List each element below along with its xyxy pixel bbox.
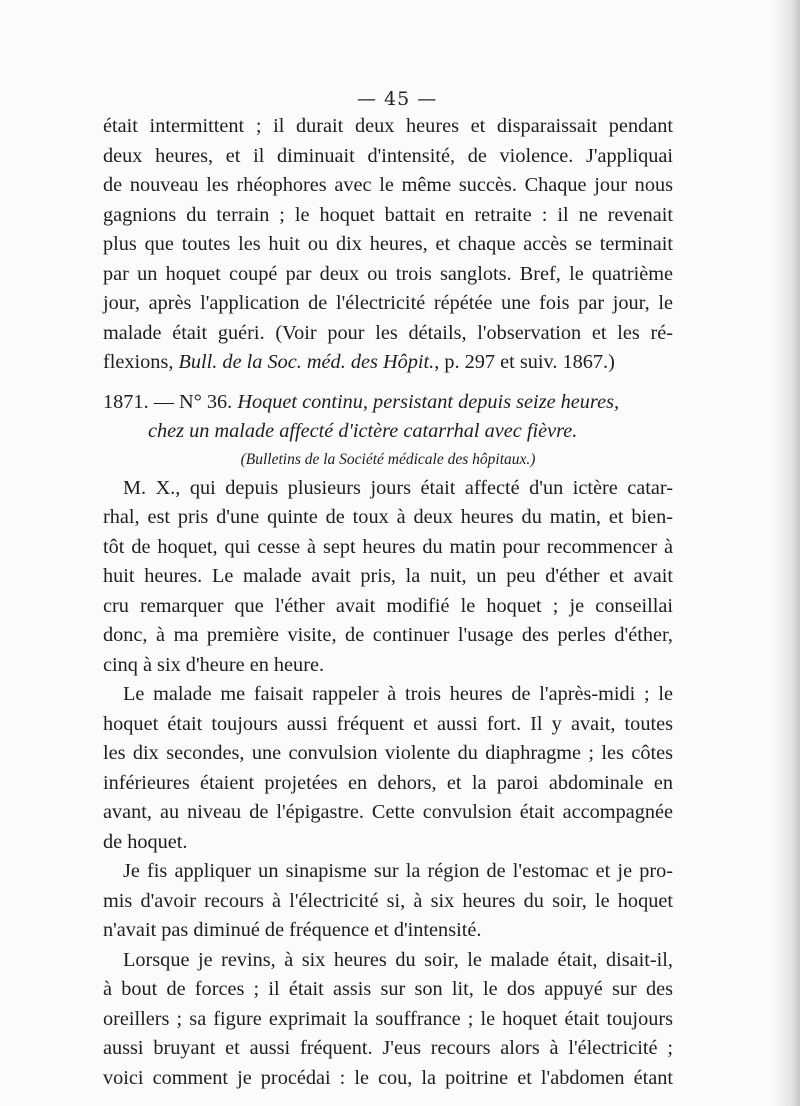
case-title: Hoquet continu, persistant depuis seize heures, [237,390,620,413]
text-line: aussi bruyant et aussi fréquent. J'eus recours alors à l'électricité ; [103,1037,673,1059]
journal-citation: Bull. de la Soc. méd. des Hôpit. [178,351,435,373]
text-line-with-citation [103,348,673,378]
text-line: M. X., qui depuis plusieurs jours était affecté d'un ictère catar- [123,476,673,499]
text-line: gagnions du terrain ; le hoquet battait en retraite : il ne revenait [103,203,673,226]
citation-prefix: flexions, [103,351,179,373]
text-line: donc, à ma première visite, de continuer l'usage des perles d'éther, [103,624,673,646]
case-heading-line [103,388,673,418]
case-heading-line [103,417,673,447]
text-line: inférieures étaient projetées en dehors, et la paroi abdominale en [103,771,673,794]
citation-suffix: , p. 297 et suiv. 1867.) [434,351,615,373]
paragraph [103,474,673,681]
paragraph [103,680,673,857]
case-heading [103,388,673,472]
page-number: — 45 — [357,88,438,110]
text-line: était intermittent ; il durait deux heures et disparaissait pendant [103,115,673,137]
text-line: hoquet était toujours aussi fréquent et aussi fort. Il y avait, toutes [103,712,673,735]
text-line: de nouveau les rhéophores avec le même succès. Chaque jour nous [103,174,673,196]
text-line: voici comment je procédai : le cou, la poitrine et l'abdomen étant [103,1066,673,1089]
text-line: Je fis appliquer un sinapisme sur la région de l'estomac et je pro- [123,860,673,882]
text-line: deux heures, et il diminuait d'intensité, de violence. J'appliquai [103,144,673,167]
text-line: huit heures. Le malade avait pris, la nuit, un peu d'éther et avait [103,565,673,587]
text-line: avant, au niveau de l'épigastre. Cette convulsion était accompagnée [103,801,673,823]
page-body [103,112,673,1093]
text-line: oreillers ; sa figure exprimait la souffrance ; le hoquet était toujours [103,1007,673,1030]
text-line: à bout de forces ; il était assis sur son lit, le dos appuyé sur des [103,978,673,1000]
text-line: cinq à six d'heure en heure. [103,653,325,676]
paragraph [103,946,673,1094]
page-edge-shadow [774,0,800,1106]
text-line: de hoquet. [103,830,188,853]
text-line: jour, après l'application de l'électricité répétée une fois par jour, le [103,292,673,314]
text-line: n'avait pas diminué de fréquence et d'intensité. [103,919,482,941]
text-line: Le malade me faisait rappeler à trois heures de l'après-midi ; le [123,683,673,705]
paragraph-continuation [103,112,673,378]
text-line: plus que toutes les huit ou dix heures, et chaque accès se terminait [103,233,673,255]
text-line: tôt de hoquet, qui cesse à sept heures du matin pour recommencer à [103,535,673,558]
text-line: cru remarquer que l'éther avait modifié le hoquet ; je conseillai [103,594,673,617]
case-number: 1871. — N° 36. [103,390,238,413]
case-source: (Bulletins de la Société médicale des hôpitaux.) [240,450,536,468]
text-line: malade était guéri. (Voir pour les détails, l'observation et les ré- [103,321,673,344]
text-line: les dix secondes, une convulsion violente du diaphragme ; les côtes [103,742,673,764]
case-title-continued: chez un malade affecté d'ictère catarrhal avec fièvre. [148,420,578,442]
paragraph [103,857,673,946]
text-line: mis d'avoir recours à l'électricité si, à six heures du soir, le hoquet [103,889,673,912]
text-line: rhal, est pris d'une quinte de toux à deux heures du matin, et bien- [103,506,673,528]
text-line: par un hoquet coupé par deux ou trois sanglots. Bref, le quatrième [103,262,673,285]
section-gap [103,378,673,388]
text-line: Lorsque je revins, à six heures du soir, le malade était, disait-il, [123,948,673,971]
